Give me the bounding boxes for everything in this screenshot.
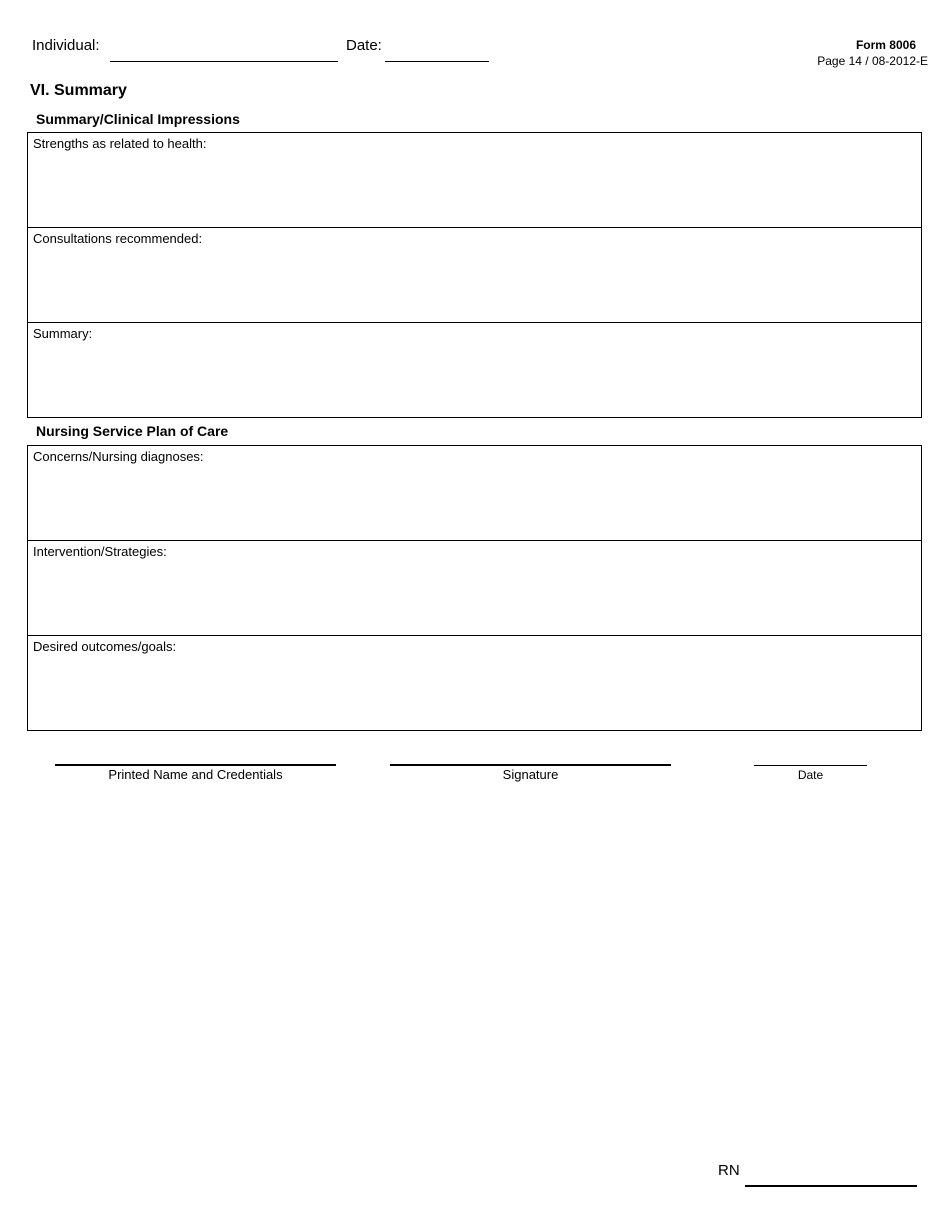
summary-field[interactable] bbox=[28, 323, 921, 416]
summary-label: Summary: bbox=[33, 326, 93, 341]
individual-label: Individual: bbox=[32, 37, 100, 54]
outcomes-field[interactable] bbox=[28, 636, 921, 729]
printed-name-line[interactable] bbox=[55, 764, 336, 766]
date-field[interactable] bbox=[385, 60, 489, 62]
nursing-box bbox=[27, 445, 922, 731]
signature-line[interactable] bbox=[390, 764, 671, 766]
form-number: Form 8006 bbox=[855, 38, 916, 52]
individual-field[interactable] bbox=[110, 60, 338, 62]
rn-initials-field[interactable] bbox=[745, 1185, 917, 1187]
rn-label: RN bbox=[718, 1162, 740, 1179]
strengths-label: Strengths as related to health: bbox=[33, 136, 207, 151]
section-title: VI. Summary bbox=[30, 82, 127, 99]
date-label: Date: bbox=[346, 37, 382, 54]
summary-box bbox=[27, 132, 922, 418]
strengths-field[interactable] bbox=[28, 133, 921, 228]
consultations-label: Consultations recommended: bbox=[33, 231, 203, 246]
printed-name-caption: Printed Name and Credentials bbox=[108, 767, 283, 782]
nursing-box-title: Nursing Service Plan of Care bbox=[36, 423, 229, 439]
interventions-label: Intervention/Strategies: bbox=[33, 544, 167, 559]
consultations-field[interactable] bbox=[28, 228, 921, 323]
signature-date-line[interactable] bbox=[754, 765, 867, 766]
concerns-label: Concerns/Nursing diagnoses: bbox=[33, 449, 204, 464]
interventions-field[interactable] bbox=[28, 541, 921, 636]
signature-date-caption: Date bbox=[797, 768, 824, 782]
signature-caption: Signature bbox=[502, 767, 559, 782]
outcomes-label: Desired outcomes/goals: bbox=[33, 639, 177, 654]
page-info: Page 14 / 08-2012-E bbox=[817, 54, 928, 68]
concerns-field[interactable] bbox=[28, 446, 921, 541]
summary-box-title: Summary/Clinical Impressions bbox=[36, 111, 240, 127]
